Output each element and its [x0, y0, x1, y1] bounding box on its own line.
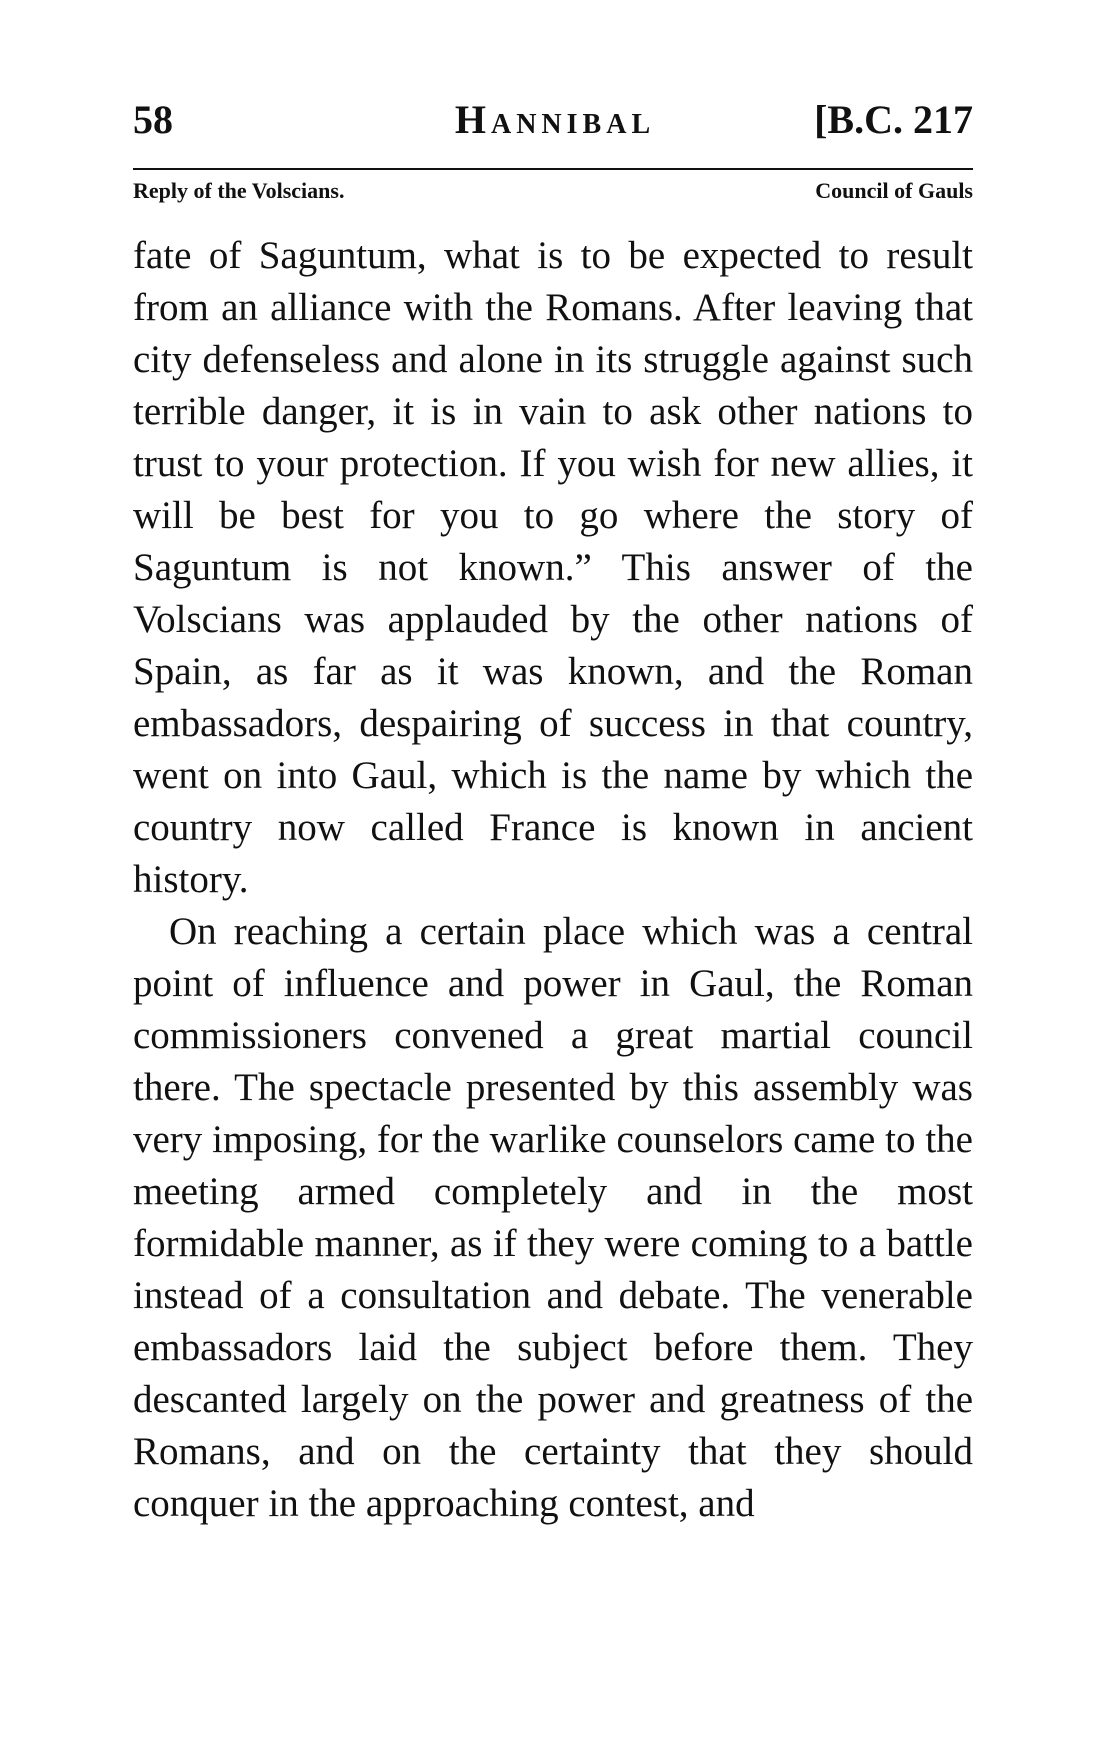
side-notes	[133, 178, 973, 212]
paragraph-2: On reaching a certain place which was a central point of influence and power in Gaul, the Roman commissioners convened a great martial council there. The spectacle presented by this assembly was very imposing, for the warlike counselors came to the meeting armed completely and in the most formidable manner, as if they were coming to a battle instead of a consultation and debate. The venerable embassadors laid the subject before them. They descanted largely on the power and greatness of the Romans, and on the certainty that they should conquer in the approaching contest, and	[133, 910, 973, 1525]
header-rule	[133, 168, 973, 170]
page-number: 58	[133, 97, 173, 142]
date-range: [B.C. 217	[814, 97, 973, 142]
paragraph-1: fate of Saguntum, what is to be expected to result from an alliance with the Romans. After leaving that city defenseless and alone in its struggle against such terrible danger, it is in vain to ask other nations to trust to your protection. If you wish for new allies, it will be best for you to go where the story of Saguntum is not known.” This answer of the Volscians was applauded by the other nations of Spain, as far as it was known, and the Roman embassadors, despairing of success in that country, went on into Gaul, which is the name by which the country now called France is known in ancient history.	[133, 234, 973, 901]
side-note-right: Council of Gauls	[815, 178, 973, 203]
body-text	[133, 230, 973, 1530]
side-note-left: Reply of the Volscians.	[133, 178, 345, 203]
running-title: Hannibal	[454, 97, 656, 142]
page-header	[133, 98, 973, 158]
